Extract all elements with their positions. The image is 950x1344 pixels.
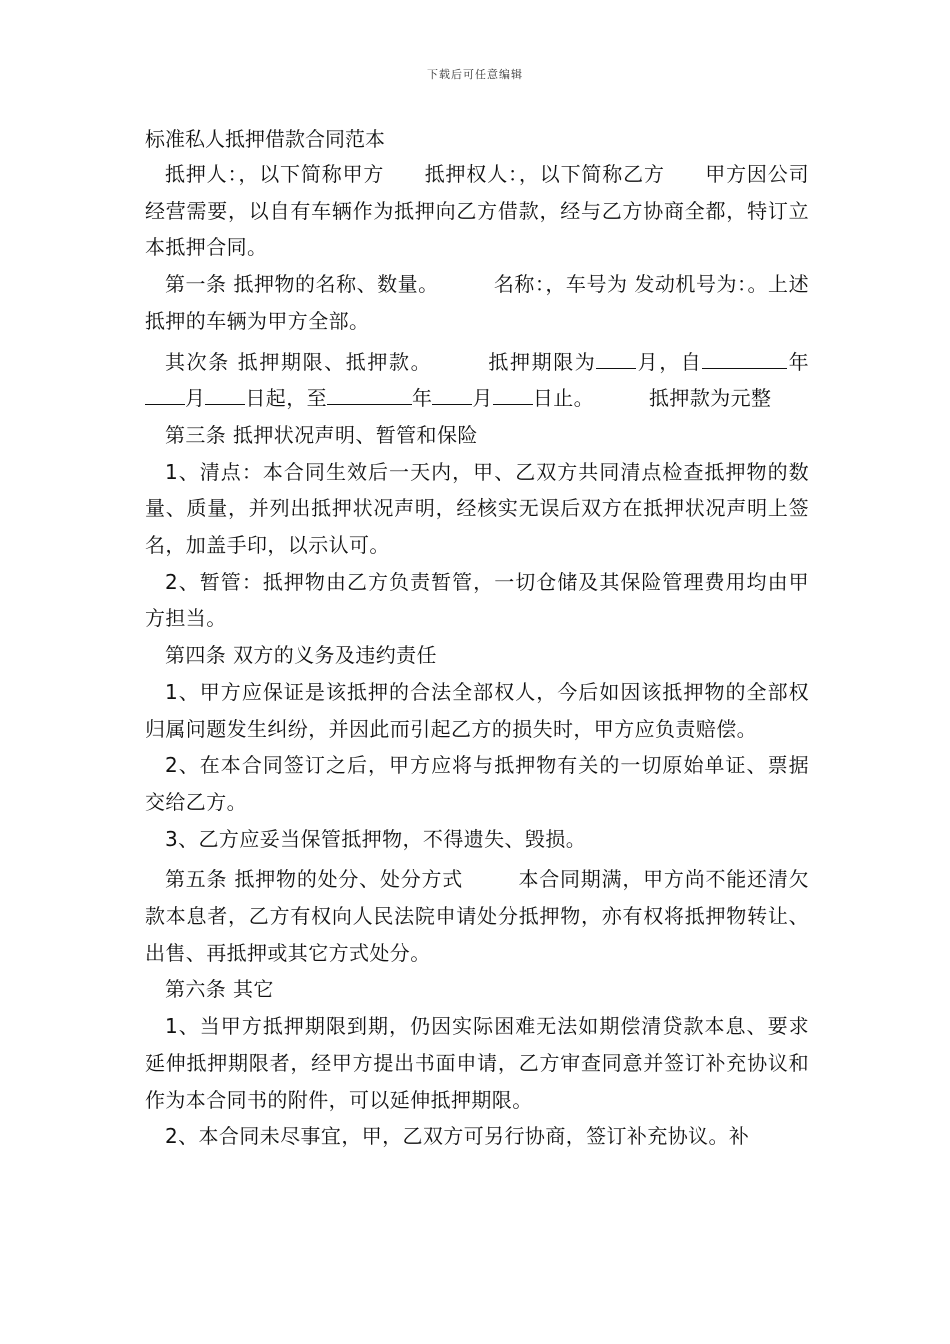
article-3-item-2: 2、暂管：抵押物由乙方负责暂管，一切仓储及其保险管理费用均由甲方担当。 xyxy=(145,569,809,631)
article-1-text-b: 。上述抵押的车辆为甲方全部。 xyxy=(145,272,809,333)
period-label: 抵押期限为 xyxy=(487,349,597,374)
page-header-note: 下载后可任意编辑 xyxy=(427,68,523,81)
article-1-text-a: 名称：，车号为 发动机号为： xyxy=(493,272,748,297)
period-month-text: 月，自 xyxy=(636,349,703,374)
article-4-item-1: 1、甲方应保证是该抵押的合法全部权人，今后如因该抵押物的全部权归属问题发生纠纷，并因此而引起乙方的损失时，甲方应负责赔偿。 xyxy=(145,679,809,741)
article-2-heading: 其次条 抵押期限、抵押款。 xyxy=(165,349,433,374)
article-1 xyxy=(145,266,809,339)
intro-body: 甲方因公司经营需要，以自有车辆作为抵押向乙方借款，经与乙方协商全都，特订立本抵押合同。 xyxy=(145,162,809,260)
article-2 xyxy=(145,344,809,417)
document-body xyxy=(145,156,809,1155)
end-day-text: 日止。 xyxy=(532,386,595,411)
article-3-item-1: 1、清点：本合同生效后一天内，甲、乙双方共同清点检查抵押物的数量、质量，并列出抵押状况声明，经核实无误后双方在抵押状况声明上签名，加盖手印，以示认可。 xyxy=(145,459,809,558)
article-5-heading: 第五条 抵押物的处分、处分方式 xyxy=(165,867,464,892)
start-day-text: 日起，至 xyxy=(245,386,328,411)
start-year-text: 年 xyxy=(787,349,810,374)
blank-start-year[interactable] xyxy=(702,348,787,369)
blank-end-day[interactable] xyxy=(493,384,533,405)
article-3-heading: 第三条 抵押状况声明、暂管和保险 xyxy=(165,422,478,447)
article-4-item-3: 3、乙方应妥当保管抵押物，不得遗失、毁损。 xyxy=(165,826,587,851)
article-6-item-2: 2、本合同未尽事宜，甲，乙双方可另行协商，签订补充协议。补 xyxy=(165,1124,750,1149)
intro-paragraph xyxy=(145,156,809,266)
document-title: 标准私人抵押借款合同范本 xyxy=(145,127,385,151)
blank-end-month[interactable] xyxy=(432,384,472,405)
amount-label: 抵押款为 xyxy=(649,386,731,411)
mortgagee-line: 抵押权人：，以下简称乙方 xyxy=(424,162,665,186)
start-month-text: 月 xyxy=(185,386,206,411)
amount-unit: 元整 xyxy=(730,386,772,411)
article-5 xyxy=(145,861,809,971)
blank-end-year[interactable] xyxy=(327,384,412,405)
article-6-item-1: 1、当甲方抵押期限到期，仍因实际困难无法如期偿清贷款本息、要求延伸抵押期限者，经甲方提出书面申请，乙方审查同意并签订补充协议和作为本合同书的附件，可以延伸抵押期限。 xyxy=(145,1014,809,1112)
article-1-heading: 第一条 抵押物的名称、数量。 xyxy=(165,272,439,297)
article-4-item-2: 2、在本合同签订之后，甲方应将与抵押物有关的一切原始单证、票据交给乙方。 xyxy=(145,753,809,814)
article-5-text: 本合同期满，甲方尚不能还清欠款本息者，乙方有权向人民法院申请处分抵押物，亦有权将抵押物转让、出售、再抵押或其它方式处分。 xyxy=(145,867,810,965)
article-6-heading: 第六条 其它 xyxy=(165,977,274,1002)
blank-months[interactable] xyxy=(596,348,636,369)
end-year-text: 年 xyxy=(412,386,433,411)
end-month-text: 月 xyxy=(472,386,493,411)
blank-start-month[interactable] xyxy=(145,384,185,405)
mortgagor-line: 抵押人：，以下简称甲方 xyxy=(165,162,385,186)
article-4-heading: 第四条 双方的义务及违约责任 xyxy=(165,643,437,668)
blank-start-day[interactable] xyxy=(205,384,245,405)
